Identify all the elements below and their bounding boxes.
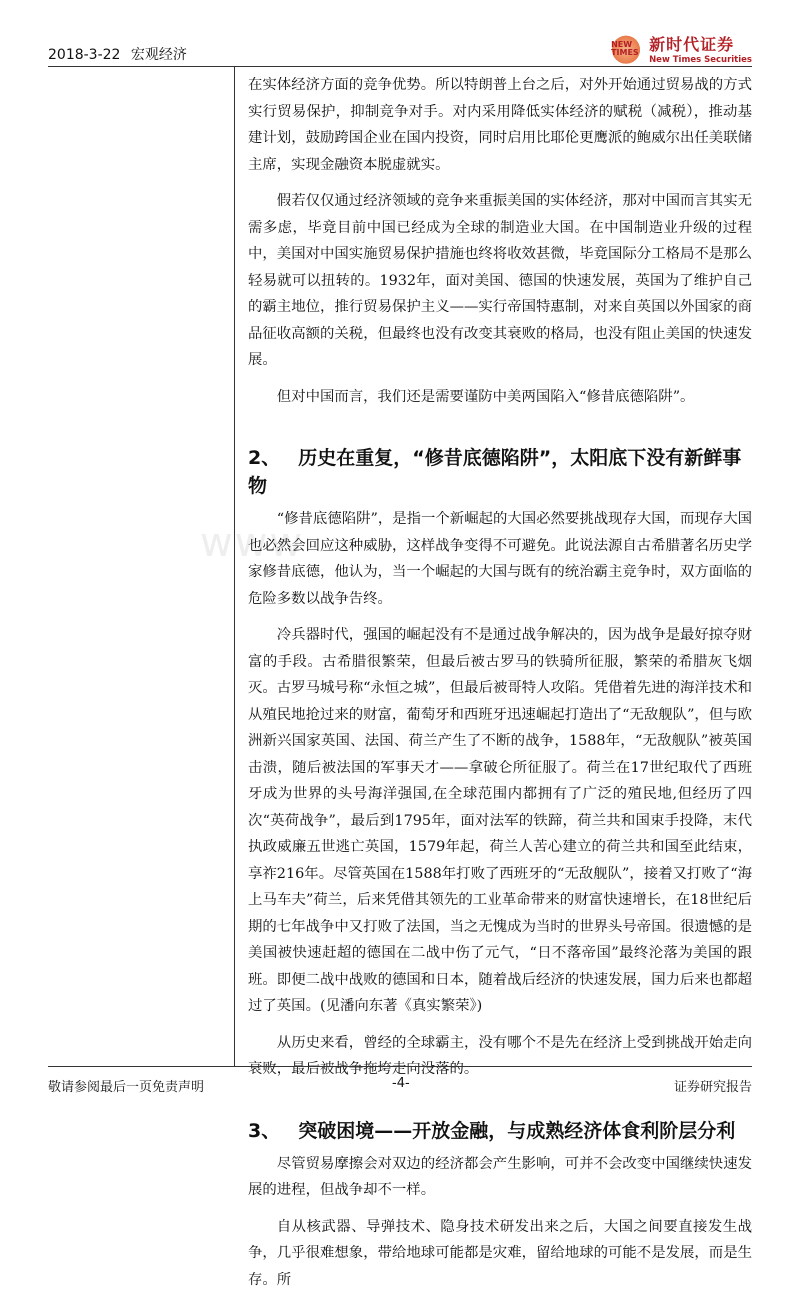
logo-name-en: New Times Securities — [649, 55, 752, 65]
footer-disclaimer: 敬请参阅最后一页免责声明 — [48, 1076, 204, 1095]
sun-logo-icon — [609, 31, 643, 65]
footer-report-type: 证券研究报告 — [674, 1076, 752, 1095]
paragraph: 从历史来看，曾经的全球霸主，没有哪个不是先在经济上受到挑战开始走向衰败，最后被战争拖垮走向没落的。 — [248, 1030, 752, 1083]
paragraph: “修昔底德陷阱”，是指一个新崛起的大国必然要挑战现存大国，而现存大国也必然会回应这种威胁，这样战争变得不可避免。此说法源自古希腊著名历史学家修昔底德，他认为，当一个崛起的大国与既有的统治霸主竞争时，双方面临的危险多数以战争告终。 — [248, 506, 752, 612]
section-heading-2 — [248, 444, 752, 500]
logo-mark-text: NEW TIMES — [611, 41, 643, 57]
page-header — [48, 44, 193, 64]
paragraph: 假若仅仅通过经济领域的竞争来重振美国的实体经济，那对中国而言其实无需多虑，毕竟目前中国已经成为全球的制造业大国。在中国制造业升级的过程中，美国对中国实施贸易保护措施也终将收效甚微，毕竟国际分工格局不是那么轻易就可以扭转的。1932年，面对美国、德国的快速发展，英国为了维护自己的霸主地位，推行贸易保护主义——实行帝国特惠制，对来自英国以外国家的商品征收高额的关税，但最终也没有改变其衰败的格局，也没有阻止美国的快速发展。 — [248, 188, 752, 374]
paragraph: 在实体经济方面的竞争优势。所以特朗普上台之后，对外开始通过贸易战的方式实行贸易保护，抑制竞争对手。对内采用降低实体经济的赋税（减税），推动基建计划，鼓励跨国企业在国内投资，同时启用比耶伦更鹰派的鲍威尔出任美联储主席，实现金融资本脱虚就实。 — [248, 72, 752, 178]
footer-rule — [48, 1066, 752, 1067]
logo-name-cn: 新时代证券 — [649, 32, 752, 55]
main-content — [248, 72, 752, 1293]
section-number: 3、 — [248, 1120, 280, 1142]
paragraph: 尽管贸易摩擦会对双边的经济都会产生影响，可并不会改变中国继续快速发展的进程，但战争却不一样。 — [248, 1151, 752, 1204]
section-number: 2、 — [248, 447, 280, 469]
header-category: 宏观经济 — [131, 47, 187, 63]
margin-divider — [234, 66, 235, 1066]
paragraph: 冷兵器时代，强国的崛起没有不是通过战争解决的，因为战争是最好掠夺财富的手段。古希腊很繁荣，但最后被古罗马的铁骑所征服，繁荣的希腊灰飞烟灭。古罗马城号称“永恒之城”，但最后被哥特人攻陷。凭借着先进的海洋技术和从殖民地抢过来的财富，葡萄牙和西班牙迅速崛起打造出了“无敌舰队”，但与欧洲新兴国家英国、法国、荷兰产生了不断的战争，1588年，“无敌舰队”被英国击溃，随后被法国的军事天才——拿破仑所征服了。荷兰在17世纪取代了西班牙成为世界的头号海洋强国,在全球范围内都拥有了广泛的殖民地,但经历了四次“英荷战争”，最后到1795年，面对法军的铁蹄，荷兰共和国束手投降，末代执政威廉五世逃亡英国，1579年起，荷兰人苦心建立的荷兰共和国至此结束，享祚216年。尽管英国在1588年打败了西班牙的“无敌舰队”，接着又打败了“海上马车夫”荷兰，后来凭借其领先的工业革命带来的财富快速增长，在18世纪后期的七年战争中又打败了法国，当之无愧成为当时的世界头号帝国。很遗憾的是美国被快速赶超的德国在二战中伤了元气，“日不落帝国”最终沦落为美国的跟班。即便二战中战败的德国和日本，随着战后经济的快速发展，国力后来也都超过了英国。(见潘向东著《真实繁荣》) — [248, 622, 752, 1020]
section-heading-3 — [248, 1117, 752, 1145]
section-title: 历史在重复，“修昔底德陷阱”，太阳底下没有新鲜事物 — [248, 447, 741, 497]
header-date: 2018-3-22 — [48, 47, 120, 63]
watermark: www — [200, 520, 304, 566]
company-logo — [609, 30, 752, 66]
paragraph: 自从核武器、导弹技术、隐身技术研发出来之后，大国之间要直接发生战争，几乎很难想象，带给地球可能都是灾难，留给地球的可能不是发展，而是生存。所 — [248, 1214, 752, 1293]
header-rule — [48, 66, 752, 67]
page-number: -4- — [392, 1076, 410, 1091]
section-title: 突破困境——开放金融，与成熟经济体食利阶层分利 — [298, 1120, 735, 1142]
paragraph: 但对中国而言，我们还是需要谨防中美两国陷入“修昔底德陷阱”。 — [248, 384, 752, 411]
